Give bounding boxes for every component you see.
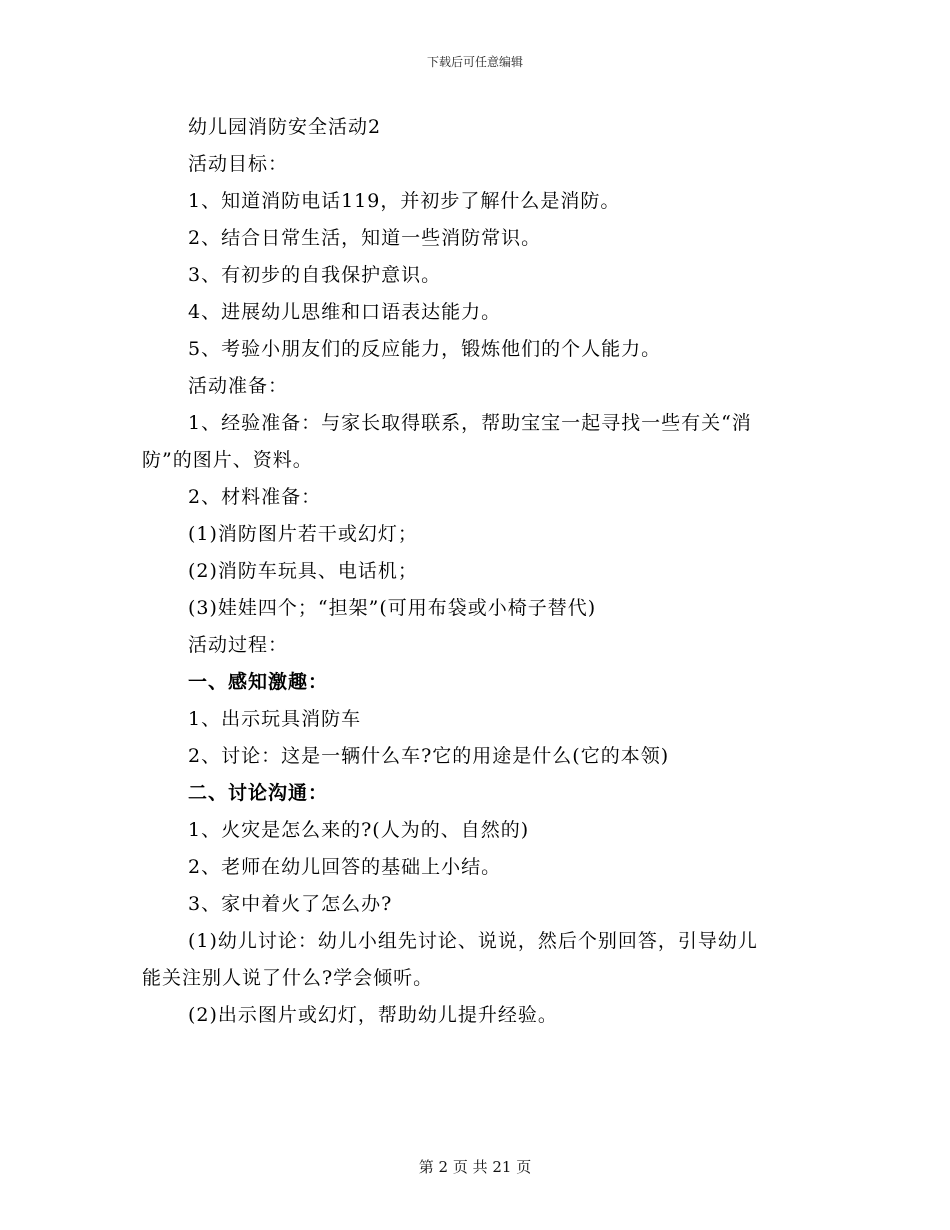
material-item: (1)消防图片若干或幻灯； <box>188 523 418 545</box>
material-item: (2)消防车玩具、电话机； <box>188 560 418 582</box>
goal-item: 4、进展幼儿思维和口语表达能力。 <box>188 301 502 323</box>
section-item: 1、火灾是怎么来的?(人为的、自然的) <box>188 819 530 841</box>
section-item: 2、老师在幼儿回答的基础上小结。 <box>188 856 502 878</box>
section-heading: 二、讨论沟通： <box>188 782 329 804</box>
prep-item: 2、材料准备： <box>188 486 322 508</box>
page-footer: 第 2 页 共 21 页 <box>418 1158 532 1176</box>
page-header: 下载后可任意编辑 <box>426 55 523 69</box>
goal-item: 2、结合日常生活，知道一些消防常识。 <box>188 227 542 249</box>
sub-item: (2)出示图片或幻灯，帮助幼儿提升经验。 <box>188 1004 558 1026</box>
section-item: 3、家中着火了怎么办? <box>188 893 393 915</box>
document-title: 幼儿园消防安全活动2 <box>188 116 382 138</box>
section-heading: 一、感知激趣： <box>188 671 329 693</box>
prep-heading: 活动准备： <box>188 375 289 397</box>
prep-item-line2: 防”的图片、资料。 <box>142 449 313 471</box>
sub-item-line2: 能关注别人说了什么?学会倾听。 <box>142 967 434 989</box>
goal-item: 3、有初步的自我保护意识。 <box>188 264 442 286</box>
prep-item-line1: 1、经验准备：与家长取得联系，帮助宝宝一起寻找一些有关“消 <box>188 412 752 434</box>
sub-item-line1: (1)幼儿讨论：幼儿小组先讨论、说说，然后个别回答，引导幼儿 <box>188 930 758 952</box>
section-item: 1、出示玩具消防车 <box>188 708 362 730</box>
section-item: 2、讨论：这是一辆什么车?它的用途是什么(它的本领) <box>188 745 670 767</box>
material-item: (3)娃娃四个；“担架”(可用布袋或小椅子替代) <box>188 597 597 619</box>
process-heading: 活动过程： <box>188 634 289 656</box>
goal-item: 1、知道消防电话119，并初步了解什么是消防。 <box>188 190 621 212</box>
goal-item: 5、考验小朋友们的反应能力，锻炼他们的个人能力。 <box>188 338 662 360</box>
goal-heading: 活动目标： <box>188 153 289 175</box>
